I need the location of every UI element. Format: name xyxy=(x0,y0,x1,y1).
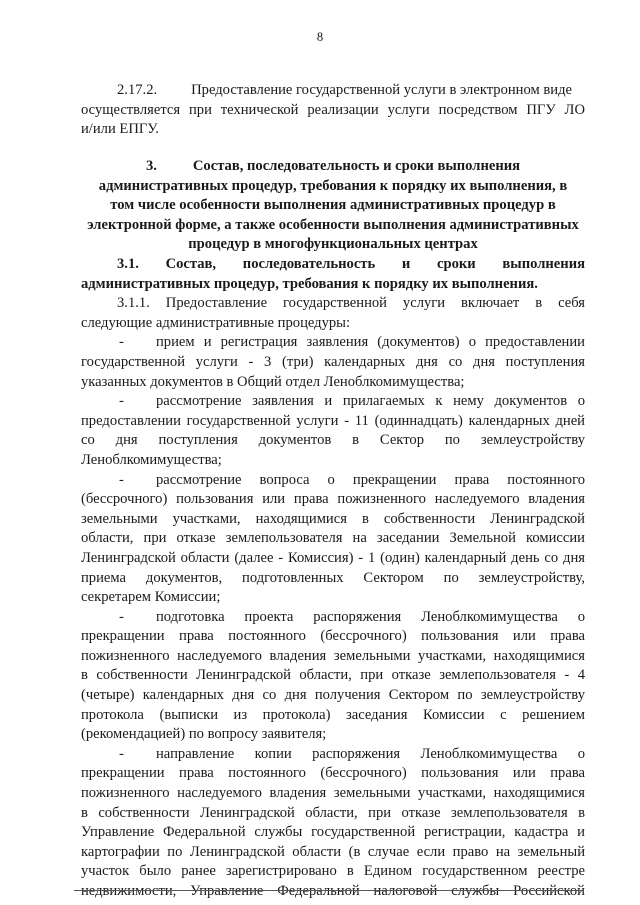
list-item-line: участок было ранее зарегистрировано в Едином государственном реестре xyxy=(81,863,585,880)
list-item-line: земельными участками, находящимися в собственности Ленинградской xyxy=(81,510,585,527)
clause-number: 2.17.2. xyxy=(117,82,158,98)
procedure-list xyxy=(81,333,585,901)
heading-line: процедур в многофункциональных центрах xyxy=(188,236,478,253)
list-item xyxy=(81,745,585,902)
heading-line: электронной форме, а также особенности выполнения административных xyxy=(87,216,579,233)
list-dash: - xyxy=(119,745,124,762)
list-dash: - xyxy=(119,471,124,488)
list-item-line: приема документов, подготовленных Сектором по землеустройству, xyxy=(81,569,585,586)
section-3-heading xyxy=(81,157,585,255)
list-item xyxy=(81,333,585,392)
list-item-line: направление копии распоряжения Леноблкомимущества о xyxy=(156,745,585,762)
paragraph-line: следующие административные процедуры: xyxy=(81,314,351,331)
list-dash: - xyxy=(119,608,124,625)
clause-text-line: и/или ЕПГУ. xyxy=(81,121,159,138)
list-dash: - xyxy=(119,393,124,410)
section-number: 3. xyxy=(145,158,157,174)
heading-line: административных процедур, требования к порядку их выполнения, в xyxy=(98,177,568,194)
page-bottom-rule xyxy=(74,890,582,891)
clause-text-line: осуществляется при технической реализации услуги посредством ПГУ ЛО xyxy=(81,101,585,118)
list-item-line: области, при отказе землепользователя на заседании Земельной комиссии xyxy=(81,530,585,547)
list-item xyxy=(81,608,585,745)
list-item-line: рассмотрение вопроса о прекращении права постоянного xyxy=(156,471,585,488)
heading-line: Состав, последовательность и сроки выполнения xyxy=(192,158,521,174)
page-number: 8 xyxy=(316,30,324,44)
list-item-line: указанных документов в Общий отдел Леноблкомимущества; xyxy=(81,373,465,390)
list-dash: - xyxy=(119,334,124,351)
list-item-line: Управление Федеральной службы государственной регистрации, кадастра и xyxy=(81,824,585,841)
list-item-line: подготовка проекта распоряжения Леноблкомимущества о xyxy=(156,608,585,625)
list-item-line: Ленинградской области (далее - Комиссия) - 1 (один) календарный день со дня xyxy=(81,549,585,566)
list-item-line: Леноблкомимущества; xyxy=(81,451,222,468)
list-item-line: прием и регистрация заявления (документов) о предоставлении xyxy=(156,334,585,351)
list-item-line: (бессрочного) пользования или права пожизненного наследуемого владения xyxy=(81,491,585,508)
list-item-line: (рекомендацией) по вопросу заявителя; xyxy=(81,726,327,743)
list-item-line: прекращении права постоянного (бессрочного) пользования или права xyxy=(81,628,585,645)
paragraph-line: 3.1.1. Предоставление государственной услуги включает в себя xyxy=(117,295,585,312)
list-item-line: пожизненного наследуемого владения земельными участками, находящимися xyxy=(81,785,585,802)
list-item-line: секретарем Комиссии; xyxy=(81,589,221,606)
list-item-line: в собственности Ленинградской области, при отказе землепользователя в xyxy=(81,804,585,821)
list-item-line: со дня поступления документов в Сектор по землеустройству xyxy=(81,432,585,449)
list-item-line: недвижимости, Управление Федеральной налоговой службы Российской xyxy=(81,883,585,899)
list-item-line: пожизненного наследуемого владения земельными участками, находящимися xyxy=(81,647,585,664)
heading-line: том числе особенности выполнения административных процедур в xyxy=(110,197,556,214)
paragraph-2-17-2 xyxy=(81,81,585,140)
list-item xyxy=(81,392,585,470)
list-item-line: государственной услуги - 3 (три) календарных дня со дня поступления xyxy=(81,353,585,370)
section-3-1 xyxy=(81,255,585,902)
list-item-line: предоставлении государственной услуги - 11 (одиннадцать) календарных дней xyxy=(81,412,585,429)
subsection-heading-line: 3.1. Состав, последовательность и сроки выполнения xyxy=(117,256,585,272)
list-item-line: картографии по Ленинградской области (в случае если право на земельный xyxy=(81,843,585,860)
subsection-heading-line: административных процедур, требования к порядку их выполнения. xyxy=(81,275,538,292)
list-item-line: протокола (выписки из протокола) заседания Комиссии с решением xyxy=(81,706,585,723)
list-item-line: (четыре) календарных дня со дня получения Сектором по землеустройству xyxy=(81,687,585,704)
list-item-line: прекращении права постоянного (бессрочного) пользования или права xyxy=(81,765,585,782)
list-item-line: рассмотрение заявления и прилагаемых к нему документов о xyxy=(156,393,585,410)
list-item xyxy=(81,471,585,608)
list-item-line: в собственности Ленинградской области, при отказе землепользователя - 4 xyxy=(81,667,585,684)
clause-text-line: Предоставление государственной услуги в электронном виде xyxy=(191,82,572,98)
